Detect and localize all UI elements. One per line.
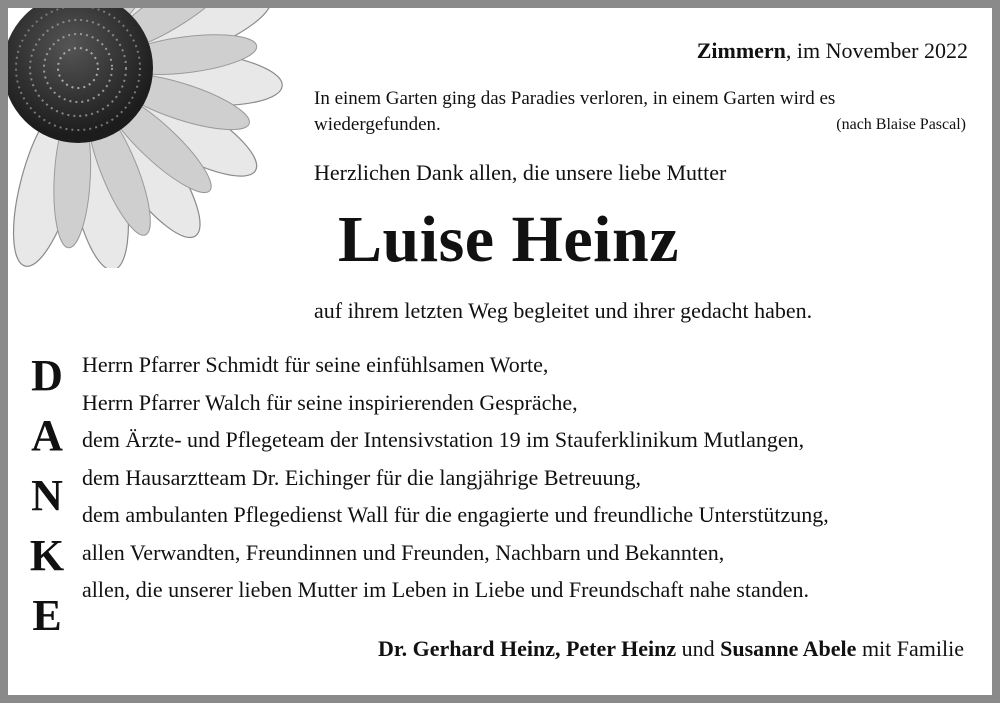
thanks-item: Herrn Pfarrer Walch für seine inspirierenden Gespräche, xyxy=(82,389,578,415)
signature-suffix: mit Familie xyxy=(856,636,964,661)
danke-letter: K xyxy=(29,531,65,580)
quote xyxy=(314,86,966,138)
danke-letter: E xyxy=(32,591,62,640)
thanks-item: Herrn Pfarrer Schmidt für seine einfühlsamen Worte, xyxy=(82,352,549,377)
thanks-list xyxy=(82,346,829,609)
after-name-text: auf ihrem letzten Weg begleitet und ihrer gedacht haben. xyxy=(314,298,813,323)
signature-name: Peter Heinz xyxy=(565,636,677,661)
thanks-item: allen Verwandten, Freundinnen und Freunden, Nachbarn und Bekannten, xyxy=(82,539,725,565)
obituary-card xyxy=(8,8,992,695)
date-text: , im November 2022 xyxy=(785,38,968,63)
danke-letter: A xyxy=(31,411,63,460)
deceased-name: Luise Heinz xyxy=(338,203,680,276)
thanks-item: dem Ärzte- und Pflegeteam der Intensivstation 19 im Stauferklinikum Mutlangen, xyxy=(82,427,805,452)
thanks-item: dem ambulanten Pflegedienst Wall für die engagierte und freundliche Unterstützung, xyxy=(82,502,829,527)
signature-und: und xyxy=(676,636,721,661)
quote-source: (nach Blaise Pascal) xyxy=(836,116,966,133)
danke-vertical xyxy=(22,346,72,646)
place-name: Zimmern xyxy=(696,38,786,63)
signature-name: Susanne Abele xyxy=(720,636,857,661)
sunflower-icon xyxy=(8,8,298,268)
thanks-item: dem Hausarztteam Dr. Eichinger für die langjährige Betreuung, xyxy=(82,464,641,490)
place-date xyxy=(697,38,968,64)
thanks-item: allen, die unserer lieben Mutter im Leben in Liebe und Freundschaft nahe standen. xyxy=(82,577,809,602)
danke-letter: N xyxy=(31,471,63,520)
danke-letter: D xyxy=(31,351,63,400)
signature-name: Dr. Gerhard Heinz, xyxy=(377,636,561,661)
intro-text: Herzlichen Dank allen, die unsere liebe Mutter xyxy=(314,160,727,185)
quote-text: In einem Garten ging das Paradies verloren, in einem Garten wird es wiedergefunden. xyxy=(314,88,836,135)
signature xyxy=(378,636,964,662)
